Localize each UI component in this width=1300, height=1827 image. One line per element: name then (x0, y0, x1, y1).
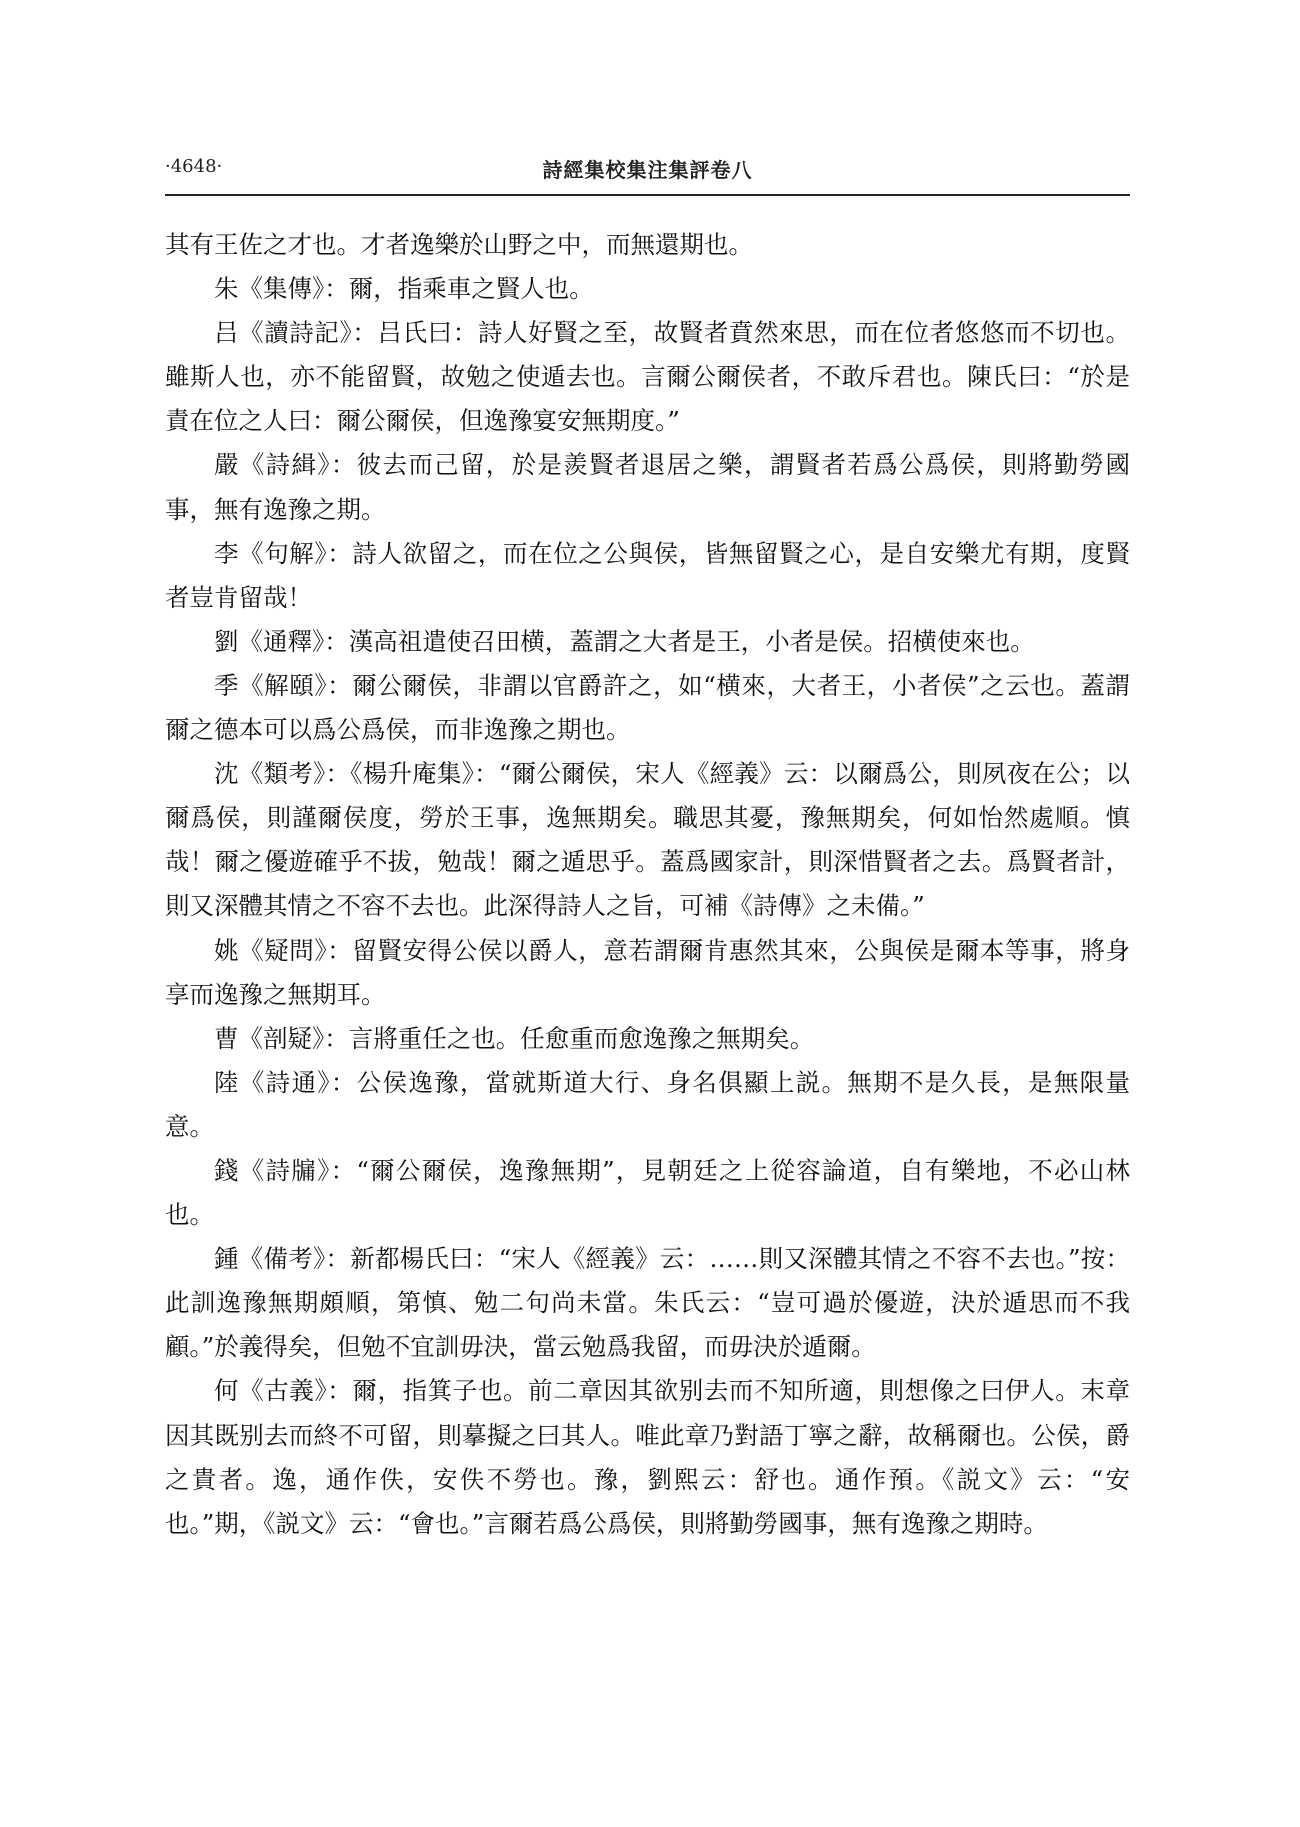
paragraph-shen-leikao: 沈《類考》：《楊升庵集》：“爾公爾侯，宋人《經義》云：以爾爲公，則夙夜在公；以爾爲侯，則謹爾侯度，勞於王事，逸無期矣。職思其憂，豫無期矣，何如怡然處順。慎哉！爾之優遊確乎不拔，勉哉！爾之遁思乎。蓋爲國家計，則深惜賢者之去。爲賢者計，則又深體其情之不容不去也。此深得詩人之旨，可補《詩傳》之未備。” (165, 759, 1130, 921)
paragraph-lu-shitong: 陸《詩通》：公侯逸豫，當就斯道大行、身名俱顯上説。無期不是久長，是無限量意。 (165, 1067, 1130, 1141)
paragraph-cao-pouyi: 曹《剖疑》：言將重任之也。任愈重而愈逸豫之無期矣。 (214, 1023, 815, 1053)
page-body (165, 223, 1130, 1546)
paragraph-yao-yiwen: 姚《疑問》：留賢安得公侯以爵人，意若謂爾肯惠然其來，公與侯是爾本等事，將身享而逸豫之無期耳。 (165, 935, 1130, 1009)
page-header (165, 148, 1130, 196)
page-number: ·4648· (165, 156, 223, 177)
paragraph-qian-shiyou: 錢《詩牖》：“爾公爾侯，逸豫無期”，見朝廷之上從容論道，自有樂地，不必山林也。 (165, 1155, 1130, 1230)
paragraph-li-jujie: 李《句解》：詩人欲留之，而在位之公與侯，皆無留賢之心，是自安樂尤有期，度賢者豈肯留哉！ (165, 538, 1130, 612)
paragraph-liu-tongshi: 劉《通釋》：漢高祖遣使召田横，蓋謂之大者是王，小者是侯。招横使來也。 (214, 626, 1035, 656)
paragraph-lu-dushiji: 吕《讀詩記》：吕氏曰：詩人好賢之至，故賢者賁然來思，而在位者悠悠而不切也。雖斯人也，亦不能留賢，故勉之使遁去也。言爾公爾侯者，不敢斥君也。陳氏曰：“於是責在位之人曰：爾公爾侯，但逸豫宴安無期度。” (165, 318, 1130, 436)
paragraph-ji-jieyi: 季《解頤》：爾公爾侯，非謂以官爵許之，如“横來，大者王，小者侯”之云也。蓋謂爾之德本可以爲公爲侯，而非逸豫之期也。 (165, 670, 1130, 745)
paragraph-yan-shiji: 嚴《詩緝》：彼去而己留，於是羨賢者退居之樂，謂賢者若爲公爲侯，則將勤勞國事，無有逸豫之期。 (165, 450, 1130, 524)
paragraph-zhong-beikao: 鍾《備考》：新都楊氏曰：“宋人《經義》云：……則又深體其情之不容不去也。”按：此訓逸豫無期頗順，第慎、勉二句尚未當。朱氏云：“豈可過於優遊，決於遁思而不我顧。”於義得矣，但勉不宜訓毋決，當云勉爲我留，而毋決於遁爾。 (165, 1244, 1130, 1362)
running-title: 詩經集校集注集評卷八 (542, 158, 753, 182)
paragraph-continuation: 其有王佐之才也。才者逸樂於山野之中，而無還期也。 (165, 230, 753, 259)
paragraph-zhu-jizhuan: 朱《集傳》：爾，指乘車之賢人也。 (214, 274, 594, 304)
paragraph-he-guyi: 何《古義》：爾，指箕子也。前二章因其欲别去而不知所適，則想像之曰伊人。末章因其既别去而終不可留，則摹擬之曰其人。唯此章乃對語丁寧之辭，故稱爾也。公侯，爵之貴者。逸，通作佚，安佚不勞也。豫，劉熙云：舒也。通作預。《説文》云：“安也。”期，《説文》云：“會也。”言爾若爲公爲侯，則將勤勞國事，無有逸豫之期時。 (165, 1376, 1130, 1538)
